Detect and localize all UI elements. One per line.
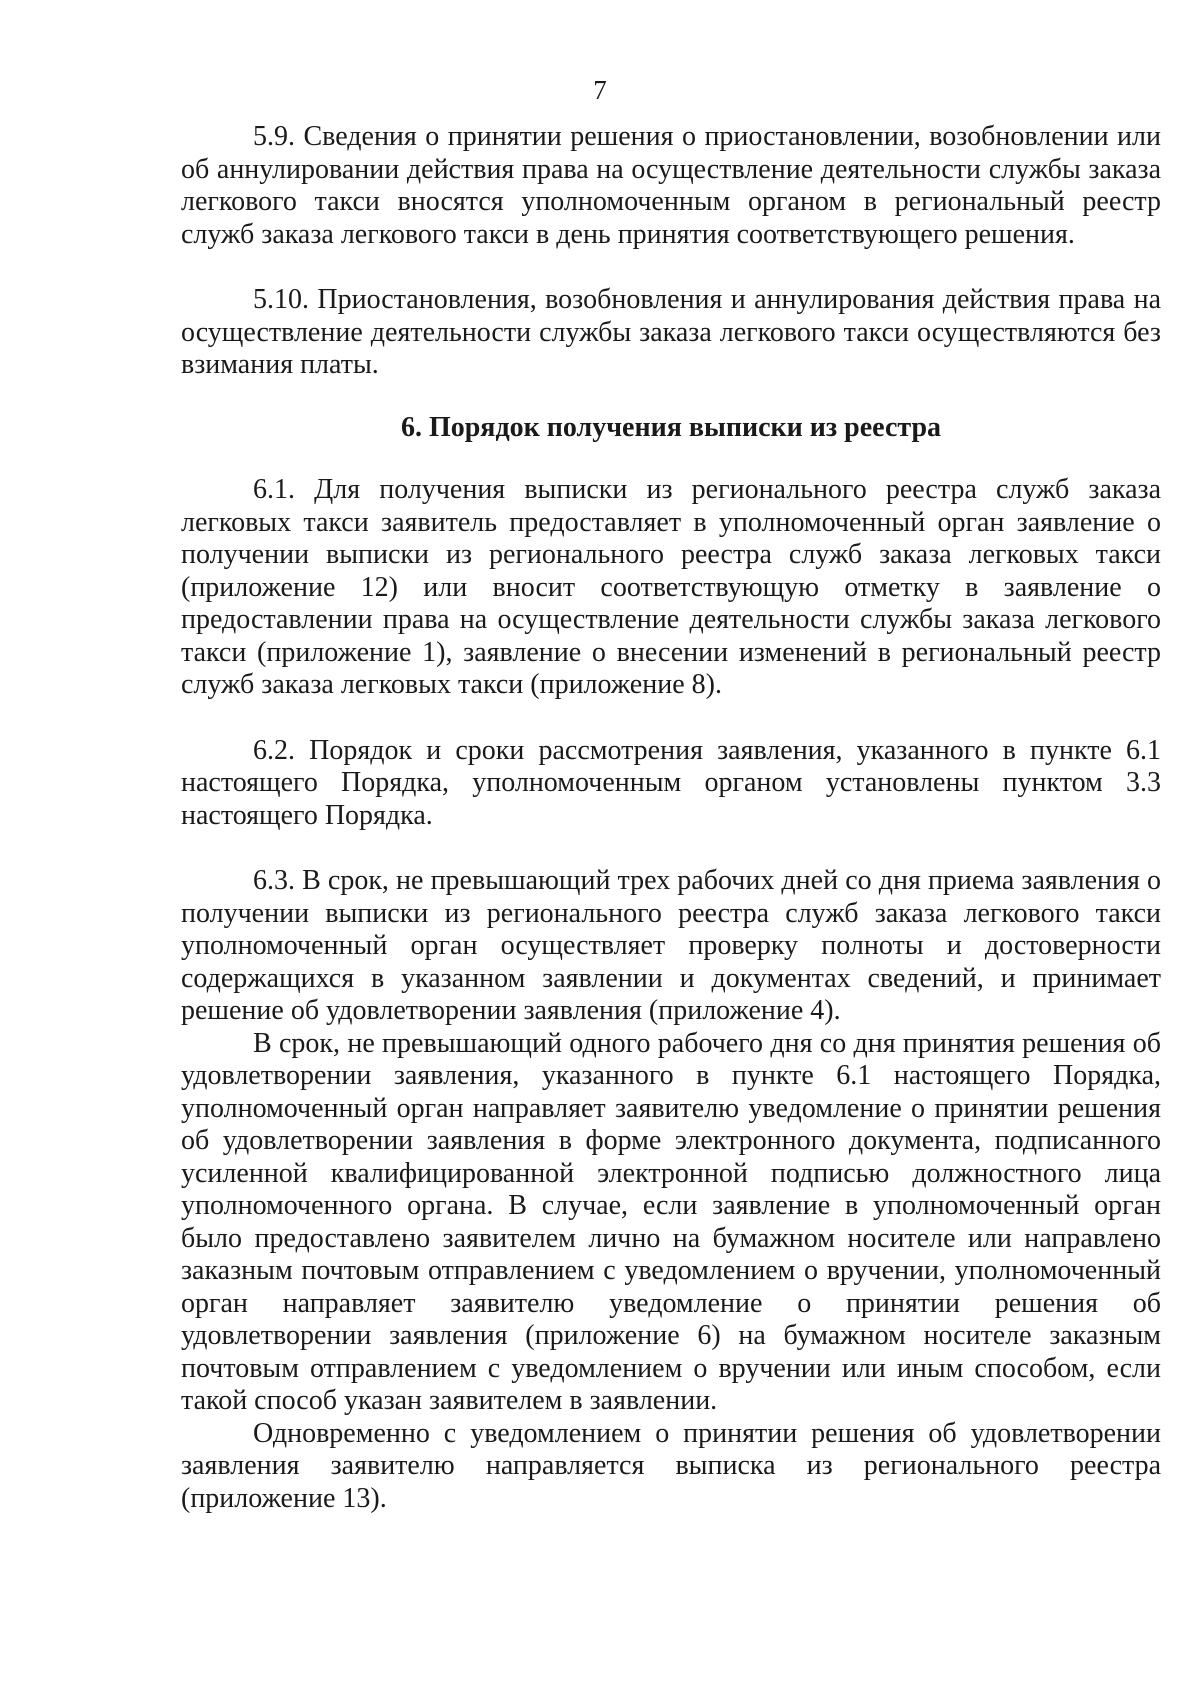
paragraph-5-9: 5.9. Сведения о принятии решения о приостановлении, возобновлении или об аннулировании действия права на осуществление деятельности службы заказа легкового такси вносятся уполномоченным органом в региональный реестр служб заказа легкового такси в день принятия соответствующего решения. [181, 121, 1161, 250]
paragraph-5-10: 5.10. Приостановления, возобновления и аннулирования действия права на осуществление деятельности службы заказа легкового такси осуществляются без взимания платы. [181, 284, 1161, 380]
paragraph-6-1: 6.1. Для получения выписки из регионального реестра служб заказа легковых такси заявитель предоставляет в уполномоченный орган заявление о получении выписки из регионального реестра служб заказа легковых такси (приложение 12) или вносит соответствующую отметку в заявление о предоставлении права на осуществление деятельности службы заказа легкового такси (приложение 1), заявление о внесении изменений в региональный реестр служб заказа легковых такси (приложение 8). [181, 474, 1161, 700]
document-body [181, 121, 1161, 1515]
paragraph-6-3-extract: Одновременно с уведомлением о принятии решения об удовлетворении заявления заявителю направляется выписка из регионального реестра (приложение 13). [181, 1417, 1161, 1514]
paragraph-6-3-notice: В срок, не превышающий одного рабочего дня со дня принятия решения об удовлетворении заявления, указанного в пункте 6.1 настоящего Порядка, уполномоченный орган направляет заявителю уведомление о принятии решения об удовлетворении заявления в форме электронного документа, подписанного усиленной квалифицированной электронной подписью должностного лица уполномоченного органа. В случае, если заявление в уполномоченный орган было предоставлено заявителем лично на бумажном носителе или направлено заказным почтовым отправлением с уведомлением о вручении, уполномоченный орган направляет заявителю уведомление о принятии решения об удовлетворении заявления (приложение 6) на бумажном носителе заказным почтовым отправлением с уведомлением о вручении или иным способом, если такой способ указан заявителем в заявлении. [181, 1027, 1161, 1416]
paragraph-6-2: 6.2. Порядок и сроки рассмотрения заявления, указанного в пункте 6.1 настоящего Порядка, уполномоченным органом установлены пунктом 3.3 настоящего Порядка. [181, 734, 1161, 831]
paragraph-6-3: 6.3. В срок, не превышающий трех рабочих дней со дня приема заявления о получении выписки из регионального реестра служб заказа легкового такси уполномоченный орган осуществляет проверку полноты и достоверности содержащихся в указанном заявлении и документах сведений, и принимает решение об удовлетворении заявления (приложение 4). [181, 865, 1161, 1026]
page-number: 7 [593, 75, 607, 105]
section-heading: 6. Порядок получения выписки из реестра [400, 411, 942, 443]
